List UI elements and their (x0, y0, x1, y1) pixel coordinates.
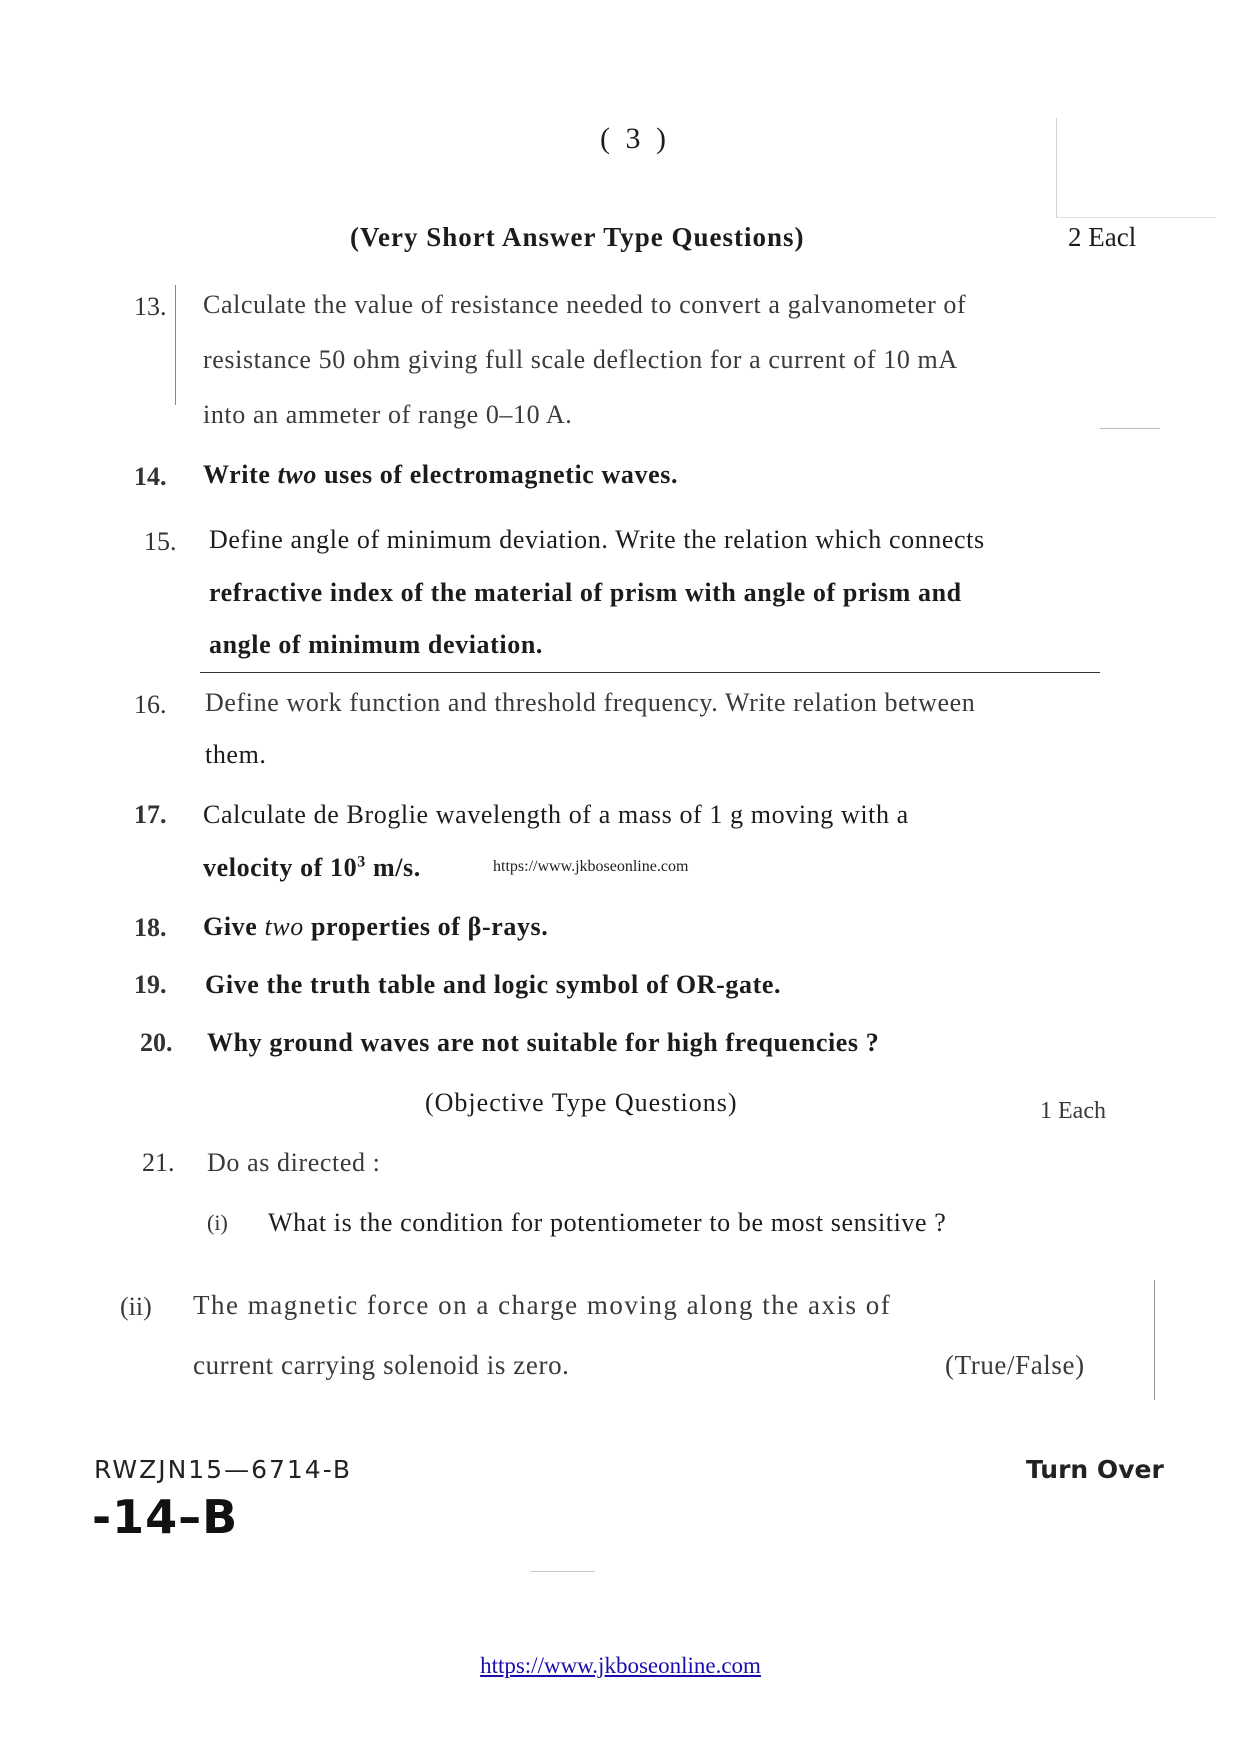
question-21-text: Do as directed : (207, 1148, 381, 1177)
scan-mark-line (1154, 1280, 1155, 1400)
question-paper-code: RWZJN15—6714-B (94, 1455, 352, 1484)
section-marks-objective: 1 Each (1040, 1098, 1106, 1124)
question-14-number: 14. (134, 462, 167, 491)
question-20-text: Why ground waves are not suitable for high frequencies ? (207, 1028, 880, 1057)
question-21-part-ii-choice: (True/False) (945, 1350, 1085, 1380)
turn-over-note: Turn Over (1026, 1455, 1164, 1484)
question-18-text-post: properties of β-rays. (303, 912, 549, 941)
question-17-unit: m/s. (365, 853, 421, 882)
question-16-line-2: them. (205, 740, 267, 769)
question-15-line-1: Define angle of minimum deviation. Write the relation which connects (209, 525, 985, 554)
section-marks-very-short: 2 Eacl (1068, 222, 1137, 252)
question-13-number: 13. (134, 292, 167, 321)
scan-mark-line (530, 1571, 595, 1572)
question-13-bracket (175, 285, 176, 405)
question-15-line-2: refractive index of the material of prism with angle of prism and (209, 578, 962, 607)
question-14-text (203, 460, 678, 490)
question-17-number: 17. (134, 800, 167, 829)
question-13-line-2: resistance 50 ohm giving full scale deflection for a current of 10 mA (203, 345, 958, 374)
question-19-text: Give the truth table and logic symbol of OR-gate. (205, 970, 782, 999)
paper-series-code: -14–B (92, 1490, 239, 1544)
question-18-text (203, 912, 548, 942)
question-15-number: 15. (144, 527, 177, 556)
scan-edge-line-horizontal (1056, 217, 1216, 218)
question-14-text-post: uses of electromagnetic waves. (316, 460, 679, 489)
inline-watermark-link: https://www.jkboseonline.com (493, 858, 689, 875)
question-21-part-i-label: (i) (207, 1210, 228, 1235)
question-16-line-1: Define work function and threshold frequency. Write relation between (205, 688, 976, 717)
scan-mark-line (1100, 428, 1160, 429)
question-18-text-pre: Give (203, 912, 265, 941)
separator-line (200, 672, 1100, 673)
question-14-text-emphasis: two (277, 460, 317, 489)
question-19-number: 19. (134, 970, 167, 999)
question-21-number: 21. (142, 1148, 175, 1177)
question-15-line-3: angle of minimum deviation. (209, 630, 543, 659)
footer-website-link[interactable]: https://www.jkboseonline.com (480, 1653, 761, 1678)
question-17-line-2 (203, 853, 421, 883)
question-20-number: 20. (140, 1028, 173, 1057)
question-21-part-ii-line-1: The magnetic force on a charge moving along the axis of (193, 1290, 892, 1320)
question-17-line-1: Calculate de Broglie wavelength of a mass of 1 g moving with a (203, 800, 909, 829)
section-title-objective: (Objective Type Questions) (425, 1088, 738, 1117)
page-number: ( 3 ) (600, 122, 670, 155)
question-18-number: 18. (134, 913, 167, 942)
question-16-number: 16. (134, 690, 167, 719)
question-13-line-1: Calculate the value of resistance needed to convert a galvanometer of (203, 290, 967, 319)
scan-edge-line (1056, 118, 1057, 218)
section-title-very-short: (Very Short Answer Type Questions) (350, 222, 805, 252)
question-17-velocity-text: velocity of 10 (203, 853, 358, 882)
question-13-line-3: into an ammeter of range 0–10 A. (203, 400, 573, 429)
question-21-part-ii-label: (ii) (120, 1292, 152, 1321)
question-21-part-i-text: What is the condition for potentiometer to be most sensitive ? (268, 1208, 947, 1237)
question-21-part-ii-line-2: current carrying solenoid is zero. (193, 1350, 570, 1380)
question-14-text-pre: Write (203, 460, 278, 489)
question-18-text-emphasis: two (264, 912, 304, 941)
question-17-exponent: 3 (357, 853, 366, 871)
